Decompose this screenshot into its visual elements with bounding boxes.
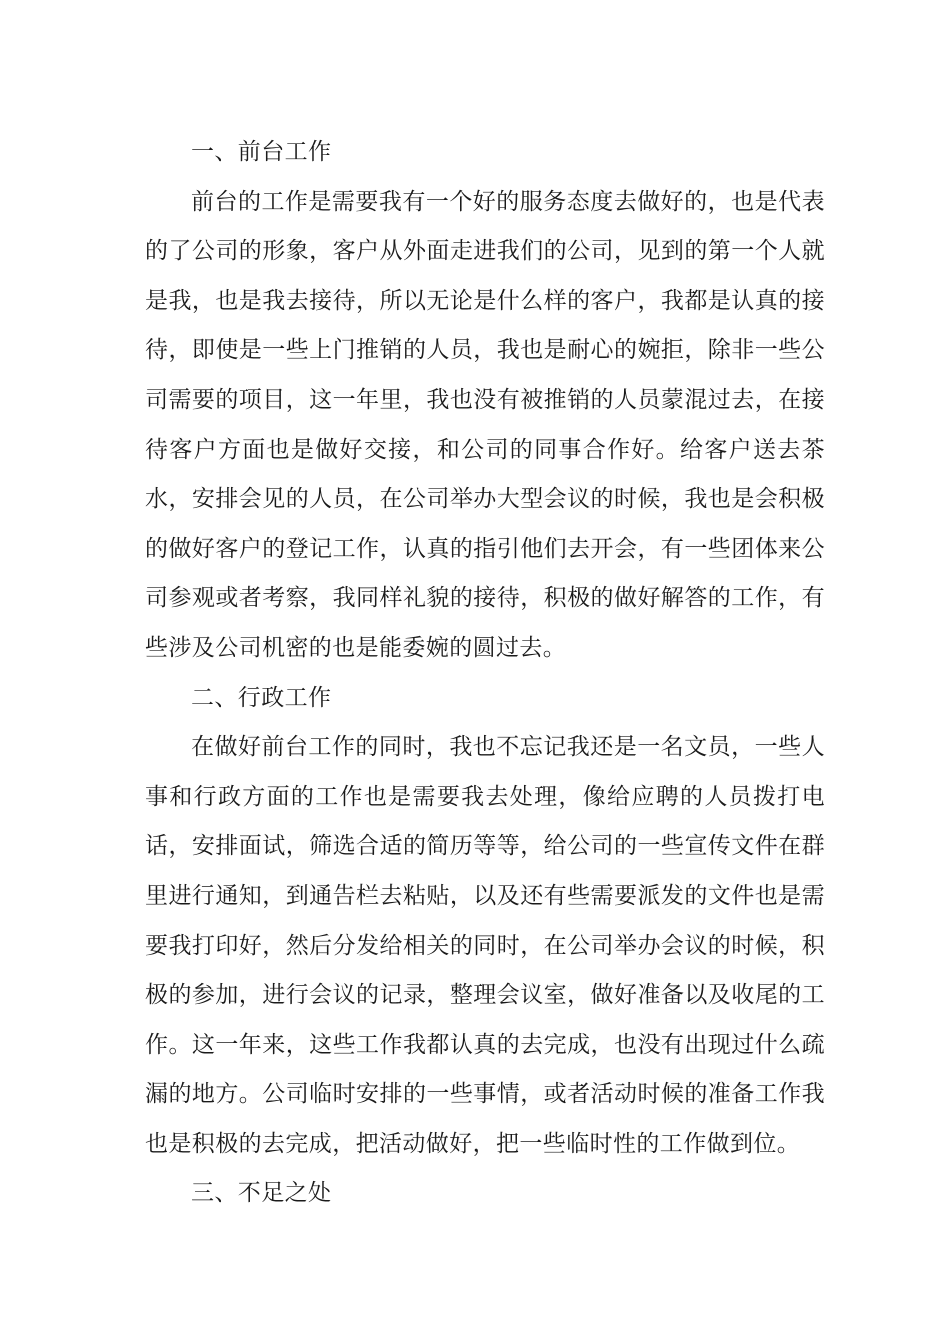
section-heading-administration: 二、行政工作 [191, 684, 332, 711]
document-body [145, 128, 825, 1219]
section-heading-shortcomings: 三、不足之处 [191, 1180, 332, 1207]
section-paragraph-administration: 在做好前台工作的同时，我也不忘记我还是一名文员，一些人事和行政方面的工作也是需要我去处理，像给应聘的人员拨打电话，安排面试，筛选合适的简历等等，给公司的一些宣传文件在群里进行通知，到通告栏去粘贴，以及还有些需要派发的文件也是需要我打印好，然后分发给相关的同时，在公司举办会议的时候，积极的参加，进行会议的记录，整理会议室，做好准备以及收尾的工作。这一年来，这些工作我都认真的去完成，也没有出现过什么疏漏的地方。公司临时安排的一些事情，或者活动时候的准备工作我也是积极的去完成，把活动做好，把一些临时性的工作做到位。 [145, 734, 825, 1157]
section-heading-front-desk: 一、前台工作 [191, 139, 332, 165]
section-paragraph-front-desk: 前台的工作是需要我有一个好的服务态度去做好的，也是代表的了公司的形象，客户从外面走进我们的公司，见到的第一个人就是我，也是我去接待，所以无论是什么样的客户，我都是认真的接待，即使是一些上门推销的人员，我也是耐心的婉拒，除非一些公司需要的项目，这一年里，我也没有被推销的人员蒙混过去，在接待客户方面也是做好交接，和公司的同事合作好。给客户送去茶水，安排会见的人员，在公司举办大型会议的时候，我也是会积极的做好客户的登记工作，认真的指引他们去开会，有一些团体来公司参观或者考察，我同样礼貌的接待，积极的做好解答的工作，有些涉及公司机密的也是能委婉的圆过去。 [145, 188, 825, 661]
